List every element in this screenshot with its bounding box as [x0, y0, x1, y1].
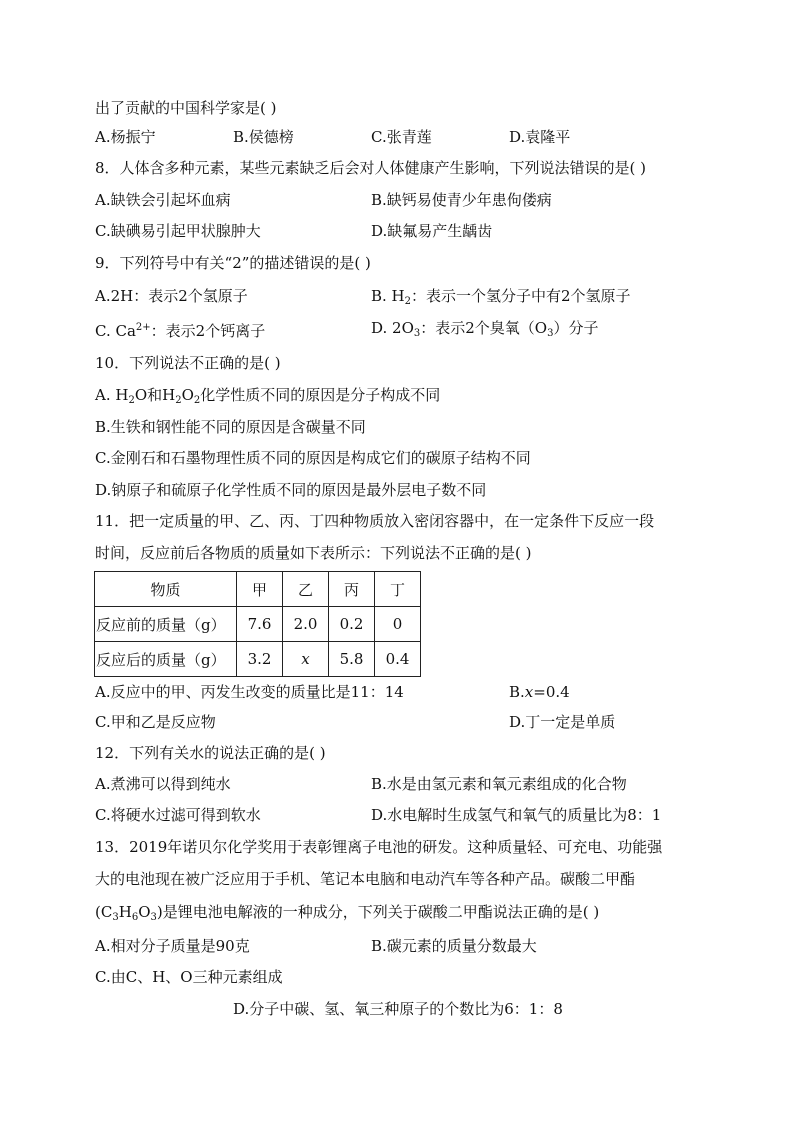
- table-header-cell: 甲: [237, 572, 283, 607]
- q11-option-a: A.反应中的甲、丙发生改变的质量比是11：14: [95, 683, 404, 701]
- mass-table: [94, 571, 421, 677]
- q13-option-a: A.相对分子质量是90克: [95, 937, 250, 955]
- table-header-cell: 乙: [283, 572, 329, 607]
- table-header-row: [95, 572, 421, 607]
- q8-option-c: C.缺碘易引起甲状腺肿大: [95, 222, 261, 240]
- q7-option-d: D.袁隆平: [509, 128, 571, 146]
- q7-option-b: B.侯德榜: [233, 128, 294, 146]
- q8-option-a: A.缺铁会引起坏血病: [95, 191, 231, 209]
- q7-option-a: A.杨振宁: [95, 128, 156, 146]
- q9-option-c: C. $Ca^{2+}$：表示2个钙离子: [95, 322, 266, 340]
- table-cell: 3.2: [237, 642, 283, 677]
- q12-stem: 12．下列有关水的说法正确的是( ): [95, 744, 326, 762]
- table-cell: 2.0: [283, 607, 329, 642]
- table-cell: 0: [375, 607, 421, 642]
- q10-option-d: D.钠原子和硫原子化学性质不同的原因是最外层电子数不同: [95, 481, 487, 499]
- table-cell: 反应后的质量（g）: [95, 642, 237, 677]
- q10-option-a: A. $H_2O$和$H_2O_2$化学性质不同的原因是分子构成不同: [95, 386, 441, 406]
- table-row: [95, 642, 421, 677]
- q7-stem-continuation: 出了贡献的中国科学家是( ): [95, 99, 277, 117]
- table-cell: 0.2: [329, 607, 375, 642]
- q13-option-b: B.碳元素的质量分数最大: [371, 937, 537, 955]
- q11-option-d: D.丁一定是单质: [509, 713, 616, 731]
- q9-option-a: A.2H：表示2个氢原子: [95, 287, 248, 305]
- q10-option-c: C.金刚石和石墨物理性质不同的原因是构成它们的碳原子结构不同: [95, 449, 531, 467]
- table-header-cell: 物质: [95, 572, 237, 607]
- table-cell: 7.6: [237, 607, 283, 642]
- q10-option-b: B.生铁和钢性能不同的原因是含碳量不同: [95, 418, 366, 436]
- table-header-cell: 丁: [375, 572, 421, 607]
- q11-option-c: C.甲和乙是反应物: [95, 713, 216, 731]
- q11-stem-line1: 11．把一定质量的甲、乙、丙、丁四种物质放入密闭容器中，在一定条件下反应一段: [95, 512, 655, 530]
- q12-option-b: B.水是由氢元素和氧元素组成的化合物: [371, 775, 627, 793]
- q12-option-d: D.水电解时生成氢气和氧气的质量比为8：1: [371, 806, 662, 824]
- q9-stem: 9．下列符号中有关“2”的描述错误的是( ): [95, 254, 371, 272]
- table-cell: 反应前的质量（g）: [95, 607, 237, 642]
- q7-option-c: C.张青莲: [371, 128, 432, 146]
- q13-stem-line2: 大的电池现在被广泛应用于手机、笔记本电脑和电动汽车等各种产品。碳酸二甲酯: [95, 870, 636, 888]
- q12-option-a: A.煮沸可以得到纯水: [95, 775, 231, 793]
- table-cell: x: [283, 642, 329, 677]
- q12-option-c: C.将硬水过滤可得到软水: [95, 806, 261, 824]
- q8-option-d: D.缺氟易产生龋齿: [371, 222, 493, 240]
- q13-option-c: C.由C、H、O三种元素组成: [95, 968, 283, 986]
- table-cell: 0.4: [375, 642, 421, 677]
- q8-option-b: B.缺钙易使青少年患佝偻病: [371, 191, 552, 209]
- q11-option-b: B.x=0.4: [509, 683, 570, 701]
- q13-stem-line1: 13．2019年诺贝尔化学奖用于表彰锂离子电池的研发。这种质量轻、可充电、功能强: [95, 838, 663, 856]
- q13-stem-line3: $(C_3H_6O_3)$是锂电池电解液的一种成分，下列关于碳酸二甲酯说法正确的是( ): [95, 903, 600, 923]
- q9-option-d: D. $2O_3$：表示2个臭氧$(O_3)$分子: [371, 319, 599, 339]
- table-row: [95, 607, 421, 642]
- q11-stem-line2: 时间，反应前后各物质的质量如下表所示：下列说法不正确的是( ): [95, 544, 532, 562]
- table-header-cell: 丙: [329, 572, 375, 607]
- q13-option-d: D.分子中碳、氢、氧三种原子的个数比为6：1：8: [233, 1000, 563, 1018]
- table-cell: 5.8: [329, 642, 375, 677]
- q9-option-b: B. $H_2$：表示一个氢分子中有2个氢原子: [371, 287, 631, 307]
- q10-stem: 10．下列说法不正确的是( ): [95, 354, 281, 372]
- q8-stem: 8．人体含多种元素，某些元素缺乏后会对人体健康产生影响，下列说法错误的是( ): [95, 159, 647, 177]
